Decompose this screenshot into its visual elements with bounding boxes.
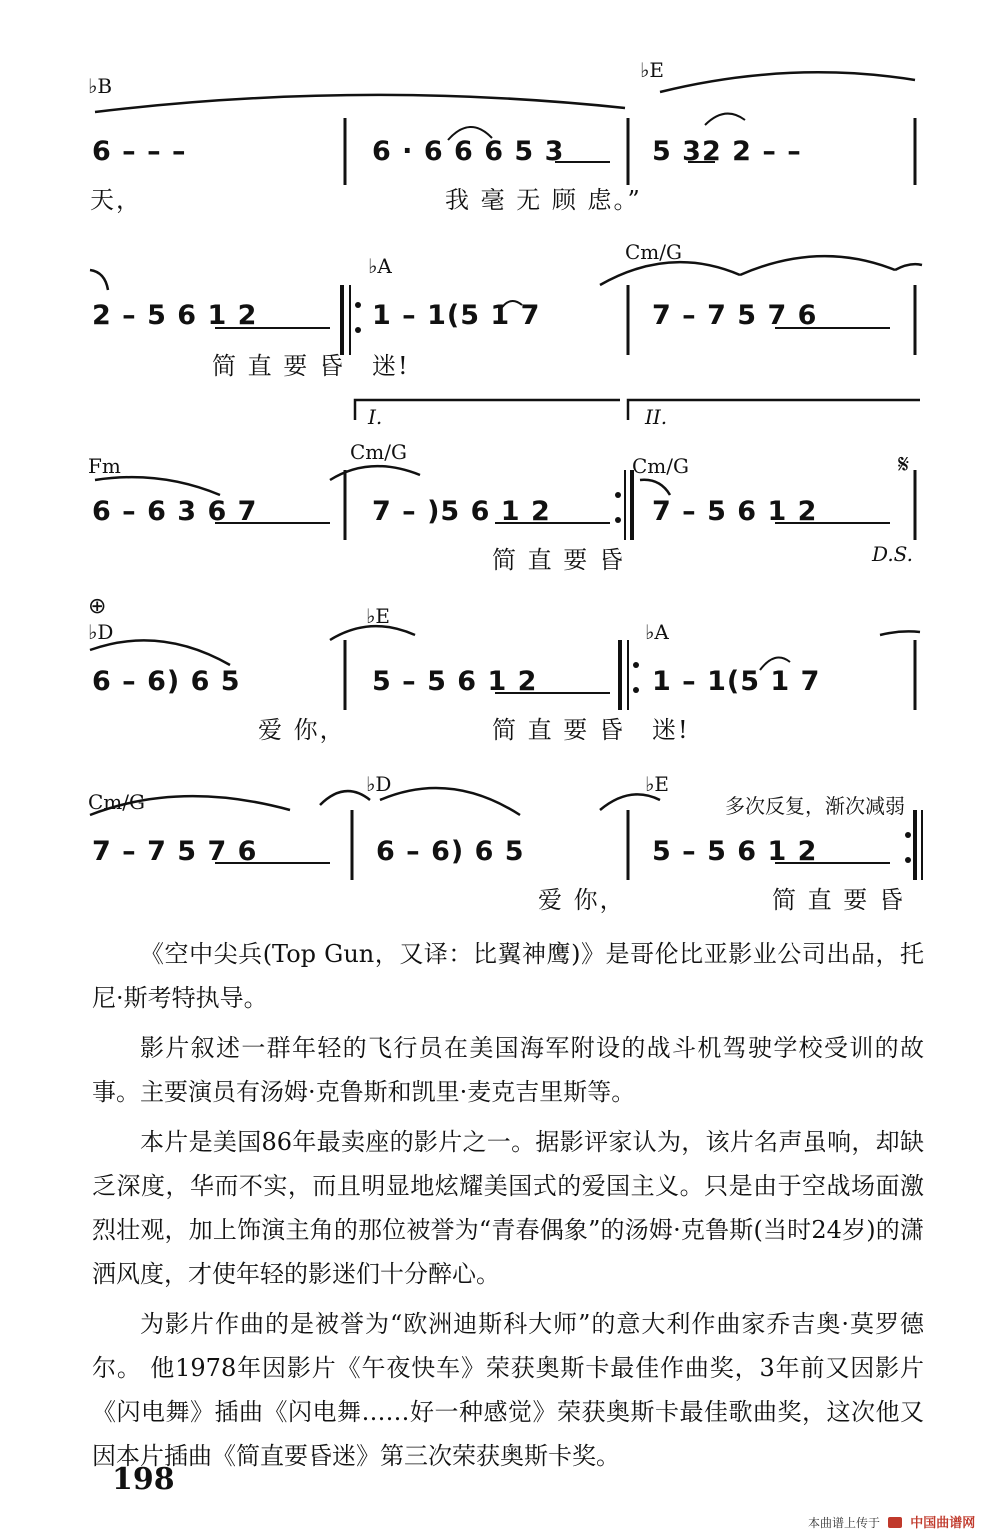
paragraph: 《空中尖兵(Top Gun，又译：比翼神鹰)》是哥伦比亚影业公司出品，托尼·斯考特执导。 <box>92 940 924 1012</box>
chord-label: Cm/G <box>88 790 145 814</box>
chord-label: ♭A <box>368 254 392 278</box>
performance-direction: 多次反复，渐次减弱 <box>725 794 905 818</box>
lyric: 简 直 要 昏 <box>772 886 905 914</box>
watermark <box>808 1512 975 1531</box>
lyric: 迷! <box>652 716 690 744</box>
logo-icon <box>888 1517 902 1528</box>
measure-notes: 7 – 7 5 7 6 <box>92 836 258 867</box>
page-number: 198 <box>112 1462 175 1497</box>
lyric: 简 直 要 昏 <box>492 546 625 574</box>
chord-label: ♭E <box>366 604 391 628</box>
measure-notes: 1 – 1(5 1 7 <box>372 300 541 331</box>
measure-notes: 6 – 6) 6 5 <box>92 666 241 697</box>
watermark-text: 本曲谱上传于 <box>808 1516 881 1530</box>
measure-notes: 5 32 2 – – <box>652 136 802 167</box>
chord-label: ♭E <box>640 58 665 82</box>
lyric: 简 直 要 昏 <box>492 716 625 744</box>
segno-icon: 𝄋 <box>898 450 910 480</box>
chord-label: Fm <box>88 454 121 478</box>
measure-notes: 5 – 5 6 1 2 <box>652 836 818 867</box>
watermark-brand: 中国曲谱网 <box>910 1516 976 1531</box>
measure-notes: 6 – – – <box>92 136 187 167</box>
volta-label: II. <box>645 405 668 429</box>
lyric: 迷! <box>372 352 410 380</box>
chord-label: Cm/G <box>625 240 682 264</box>
coda-icon: ⊕ <box>88 594 107 619</box>
chord-label: ♭D <box>88 620 114 644</box>
lyric: 爱 你， <box>258 716 346 744</box>
measure-notes: 6 – 6) 6 5 <box>376 836 525 867</box>
measure-notes: 6 – 6 3 6 7 <box>92 496 258 527</box>
paragraph: 影片叙述一群年轻的飞行员在美国海军附设的战斗机驾驶学校受训的故事。主要演员有汤姆·克鲁斯和凯里·麦克吉里斯等。 <box>92 1034 924 1106</box>
lyric: 爱 你， <box>538 886 626 914</box>
measure-notes: 1 – 1(5 1 7 <box>652 666 821 697</box>
volta-label: I. <box>368 405 383 429</box>
dal-segno: D.S. <box>872 542 914 566</box>
measure-notes: 7 – 5 6 1 2 <box>652 496 818 527</box>
lyric: 我 毫 无 顾 虑。” <box>445 186 642 214</box>
chord-label: ♭D <box>366 772 392 796</box>
paragraph: 为影片作曲的是被誉为“欧洲迪斯科大师”的意大利作曲家乔吉奥·莫罗德尔。 他1978年因影片《午夜快车》荣获奥斯卡最佳作曲奖，3年前又因影片《闪电舞》插曲《闪电舞……好一种感觉》荣获奥斯卡最佳歌曲奖，这次他又因本片插曲《简直要昏迷》第三次荣获奥斯卡奖。 <box>92 1310 924 1470</box>
chord-label: ♭A <box>645 620 669 644</box>
article-text <box>92 932 924 1484</box>
chord-label: Cm/G <box>350 440 407 464</box>
measure-notes: 7 – 7 5 7 6 <box>652 300 818 331</box>
chord-label: ♭B <box>88 74 113 98</box>
measure-notes: 6 · 6 6 6 5 3 <box>372 136 565 167</box>
measure-notes: 5 – 5 6 1 2 <box>372 666 538 697</box>
measure-notes: 2 – 5 6 1 2 <box>92 300 258 331</box>
chord-label: ♭E <box>645 772 670 796</box>
lyric: 天， <box>90 186 142 214</box>
lyric: 简 直 要 昏 <box>212 352 345 380</box>
chord-label: Cm/G <box>632 454 689 478</box>
measure-notes: 7 – )5 6 1 2 <box>372 496 551 527</box>
paragraph: 本片是美国86年最卖座的影片之一。据影评家认为，该片名声虽响，却缺乏深度，华而不实，而且明显地炫耀美国式的爱国主义。只是由于空战场面激烈壮观，加上饰演主角的那位被誉为“青春偶象”的汤姆·克鲁斯(当时24岁)的潇洒风度，才使年轻的影迷们十分醉心。 <box>92 1128 924 1288</box>
